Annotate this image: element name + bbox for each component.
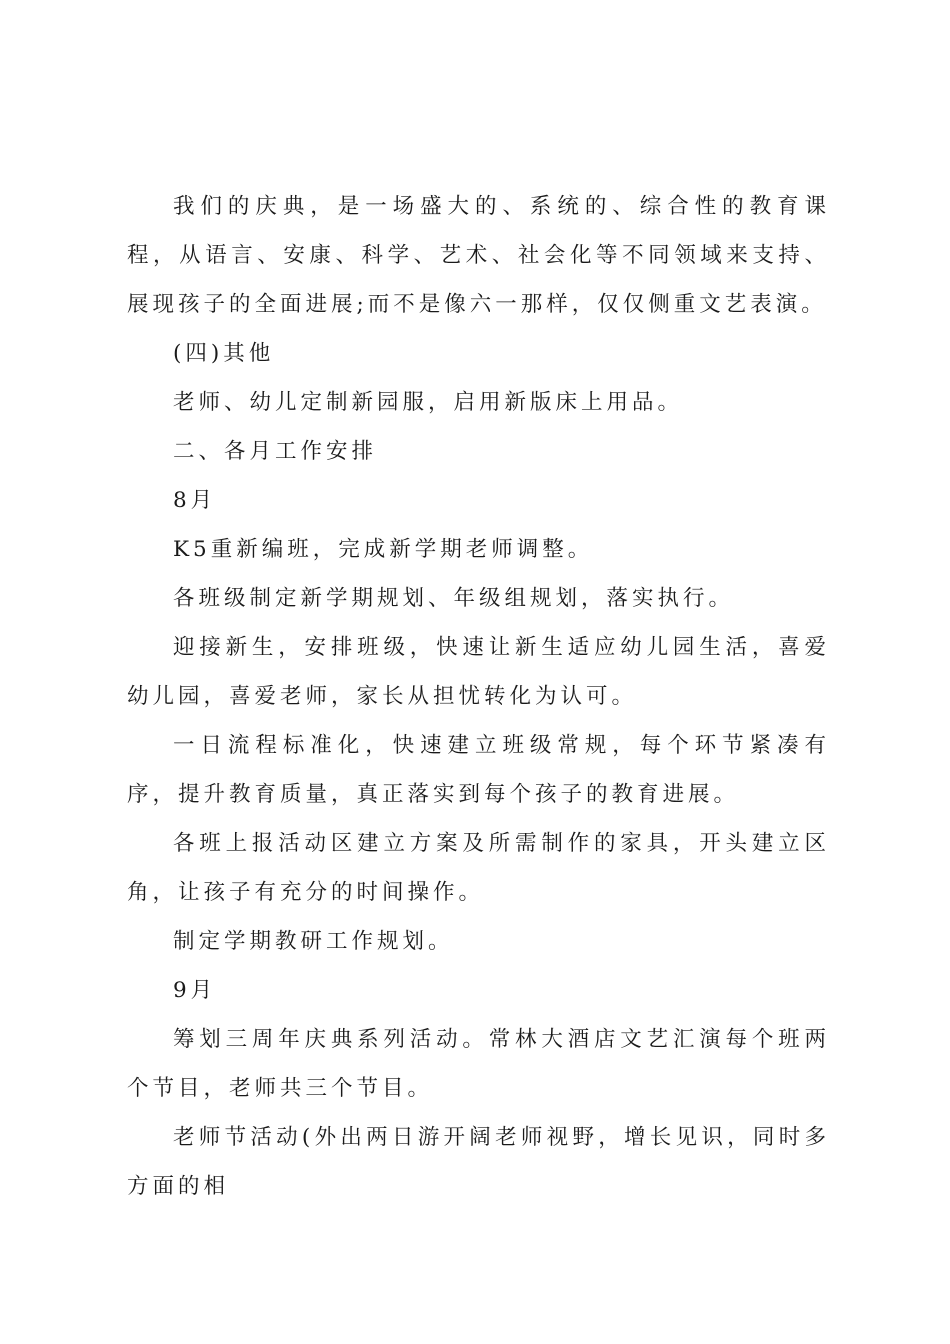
- heading-other: (四)其他: [173, 341, 275, 366]
- paragraph-teachers-day: 老师节活动(外出两日游开阔老师视野，增长见识，同时多方面的相: [127, 1125, 830, 1199]
- paragraph-research-plan: 制定学期教研工作规划。: [173, 929, 454, 954]
- document-body: [127, 182, 830, 1211]
- heading-monthly-plan: 二、各月工作安排: [173, 439, 378, 464]
- paragraph-uniforms: 老师、幼儿定制新园服，启用新版床上用品。: [173, 390, 684, 415]
- paragraph-daily-routine: 一日流程标准化，快速建立班级常规，每个环节紧凑有序，提升教育质量，真正落实到每个孩子的教育进展。: [127, 733, 830, 807]
- paragraph-welcome-new-students: 迎接新生，安排班级，快速让新生适应幼儿园生活，喜爱幼儿园，喜爱老师，家长从担忧转化为认可。: [127, 635, 830, 709]
- paragraph-k5-regrouping: K5重新编班，完成新学期老师调整。: [173, 537, 594, 562]
- paragraph-celebration-course: 我们的庆典，是一场盛大的、系统的、综合性的教育课程，从语言、安康、科学、艺术、社会化等不同领域来支持、展现孩子的全面进展;而不是像六一那样，仅仅侧重文艺表演。: [127, 194, 830, 317]
- heading-august: 8月: [173, 488, 217, 513]
- paragraph-activity-areas: 各班上报活动区建立方案及所需制作的家具，开头建立区角，让孩子有充分的时间操作。: [127, 831, 830, 905]
- paragraph-class-plans: 各班级制定新学期规划、年级组规划，落实执行。: [173, 586, 735, 611]
- heading-september: 9月: [173, 978, 217, 1003]
- paragraph-anniversary: 筹划三周年庆典系列活动。常林大酒店文艺汇演每个班两个节目，老师共三个节目。: [127, 1027, 830, 1101]
